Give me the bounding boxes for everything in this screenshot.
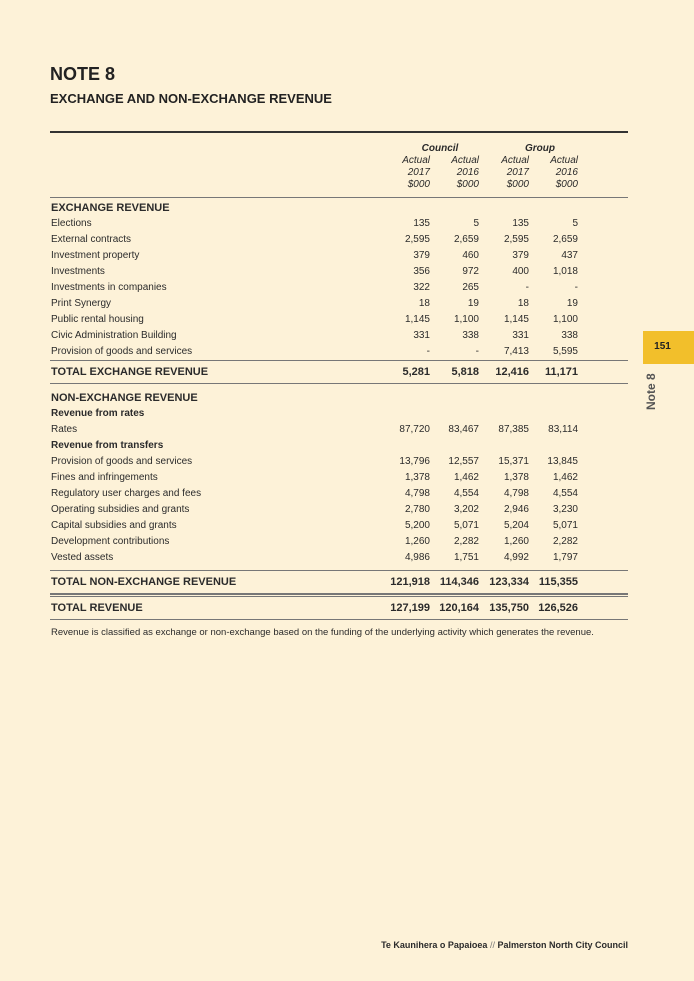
- footnote: Revenue is classified as exchange or non-exchange based on the funding of the underlying activity which generates the revenue.: [51, 627, 594, 638]
- row-value: 3,230: [552, 504, 578, 515]
- row-value: 1,462: [453, 472, 479, 483]
- row-value: 2,946: [503, 504, 529, 515]
- row-value: 19: [467, 298, 479, 309]
- row-value: 135: [512, 218, 529, 229]
- row-value: 4,554: [552, 488, 578, 499]
- row-value: 2,659: [552, 234, 578, 245]
- table-row: [50, 280, 628, 296]
- row-value: 87,720: [399, 424, 430, 435]
- column-header-council-2017: Actual 2017 $000: [402, 155, 430, 190]
- row-value: -: [426, 346, 430, 357]
- row-label: Fines and infringements: [51, 472, 158, 483]
- row-value: -: [525, 282, 529, 293]
- exchange-revenue-rows: [50, 216, 628, 360]
- table-row: [50, 216, 628, 232]
- row-value: 5,071: [453, 520, 479, 531]
- row-value: 15,371: [498, 456, 529, 467]
- row-value: 2,595: [503, 234, 529, 245]
- row-value: 5: [473, 218, 479, 229]
- row-value: 19: [566, 298, 578, 309]
- row-value: 1,260: [404, 536, 430, 547]
- table-row: [50, 534, 628, 550]
- table-row: [50, 296, 628, 312]
- row-value: 4,798: [404, 488, 430, 499]
- row-value: 2,780: [404, 504, 430, 515]
- row-value: 4,992: [503, 552, 529, 563]
- row-label: Print Synergy: [51, 298, 112, 309]
- total-exchange-revenue-row: TOTAL EXCHANGE REVENUE 5,281 5,818 12,416 11,171: [50, 360, 628, 384]
- table-row: [50, 422, 628, 438]
- table-row: [50, 550, 628, 566]
- row-value: 83,114: [548, 424, 578, 435]
- revenue-from-transfers-heading: Revenue from transfers: [51, 440, 164, 451]
- row-value: 1,378: [503, 472, 529, 483]
- table-row: [50, 328, 628, 344]
- row-value: 1,018: [552, 266, 578, 277]
- row-value: 379: [512, 250, 529, 261]
- column-header-group-2017: Actual 2017 $000: [501, 155, 529, 190]
- row-value: 3,202: [453, 504, 479, 515]
- revenue-from-rates-heading: Revenue from rates: [51, 408, 145, 419]
- row-value: 322: [413, 282, 430, 293]
- row-value: 135: [413, 218, 430, 229]
- row-value: 972: [462, 266, 479, 277]
- table-header: [50, 133, 628, 198]
- table-row: [50, 312, 628, 328]
- revenue-table: [50, 131, 628, 620]
- row-value: 1,462: [552, 472, 578, 483]
- row-value: 2,659: [453, 234, 479, 245]
- column-header-council-2016: Actual 2016 $000: [451, 155, 479, 190]
- row-value: 12,557: [448, 456, 479, 467]
- row-value: 265: [462, 282, 479, 293]
- row-value: 5: [572, 218, 578, 229]
- row-value: 5,595: [552, 346, 578, 357]
- table-row: [50, 344, 628, 360]
- row-value: 13,845: [547, 456, 578, 467]
- row-value: 83,467: [448, 424, 479, 435]
- group-group-header: Group: [525, 143, 555, 154]
- table-row: [50, 518, 628, 534]
- row-value: 1,145: [404, 314, 430, 325]
- side-note-label: Note 8: [644, 373, 658, 410]
- council-group-header: Council: [421, 143, 459, 154]
- table-row: [50, 248, 628, 264]
- row-value: 2,282: [552, 536, 578, 547]
- row-label: Provision of goods and services: [51, 346, 193, 357]
- row-label: Regulatory user charges and fees: [51, 488, 202, 499]
- row-label: Development contributions: [51, 536, 170, 547]
- row-value: 4,798: [503, 488, 529, 499]
- table-row: [50, 486, 628, 502]
- row-label: Elections: [51, 218, 92, 229]
- row-value: 338: [561, 330, 578, 341]
- rates-rows: [50, 422, 628, 438]
- footer-maori-name: Te Kaunihera o Papaioea: [381, 940, 488, 950]
- row-value: 4,986: [404, 552, 430, 563]
- row-value: 2,282: [453, 536, 479, 547]
- row-label: Investment property: [51, 250, 140, 261]
- row-label: Operating subsidies and grants: [51, 504, 190, 515]
- row-label: External contracts: [51, 234, 132, 245]
- row-value: 400: [512, 266, 529, 277]
- row-label: Investments: [51, 266, 105, 277]
- row-value: 1,100: [552, 314, 578, 325]
- row-label: Investments in companies: [51, 282, 167, 293]
- row-label: Public rental housing: [51, 314, 144, 325]
- row-value: 13,796: [399, 456, 430, 467]
- row-label: Vested assets: [51, 552, 114, 563]
- row-value: 5,071: [552, 520, 578, 531]
- row-value: -: [574, 282, 578, 293]
- row-value: 1,797: [552, 552, 578, 563]
- non-exchange-revenue-heading: NON-EXCHANGE REVENUE: [51, 392, 198, 404]
- row-value: 1,260: [503, 536, 529, 547]
- row-value: 18: [517, 298, 529, 309]
- row-value: 2,595: [404, 234, 430, 245]
- row-label: Provision of goods and services: [51, 456, 193, 467]
- row-label: Civic Administration Building: [51, 330, 177, 341]
- row-value: -: [475, 346, 479, 357]
- row-value: 460: [462, 250, 479, 261]
- row-value: 87,385: [498, 424, 529, 435]
- row-label: Capital subsidies and grants: [51, 520, 177, 531]
- total-revenue-row: TOTAL REVENUE 127,199 120,164 135,750 126,526: [50, 594, 628, 620]
- row-value: 4,554: [453, 488, 479, 499]
- row-value: 1,378: [404, 472, 430, 483]
- note-title: NOTE 8: [50, 64, 116, 84]
- table-row: [50, 454, 628, 470]
- exchange-revenue-heading: EXCHANGE REVENUE: [51, 202, 170, 214]
- row-value: 338: [462, 330, 479, 341]
- row-value: 379: [413, 250, 430, 261]
- page-footer: [381, 940, 628, 950]
- row-value: 7,413: [503, 346, 529, 357]
- table-row: [50, 264, 628, 280]
- row-value: 437: [561, 250, 578, 261]
- row-value: 1,751: [453, 552, 479, 563]
- row-value: 5,200: [404, 520, 430, 531]
- row-value: 1,145: [503, 314, 529, 325]
- row-value: 331: [512, 330, 529, 341]
- row-value: 331: [413, 330, 430, 341]
- row-value: 1,100: [453, 314, 479, 325]
- row-value: 5,204: [503, 520, 529, 531]
- footer-separator: //: [489, 940, 495, 950]
- footer-council-name: Palmerston North City Council: [497, 940, 628, 950]
- transfers-rows: [50, 454, 628, 566]
- total-non-exchange-revenue-row: TOTAL NON-EXCHANGE REVENUE 121,918 114,346 123,334 115,355: [50, 570, 628, 594]
- row-label: Rates: [51, 424, 78, 435]
- table-row: [50, 470, 628, 486]
- column-header-group-2016: Actual 2016 $000: [550, 155, 578, 190]
- table-row: [50, 232, 628, 248]
- table-row: [50, 502, 628, 518]
- page-number: 151: [654, 341, 671, 352]
- row-value: 356: [413, 266, 430, 277]
- note-subtitle: EXCHANGE AND NON-EXCHANGE REVENUE: [50, 91, 332, 106]
- row-value: 18: [418, 298, 430, 309]
